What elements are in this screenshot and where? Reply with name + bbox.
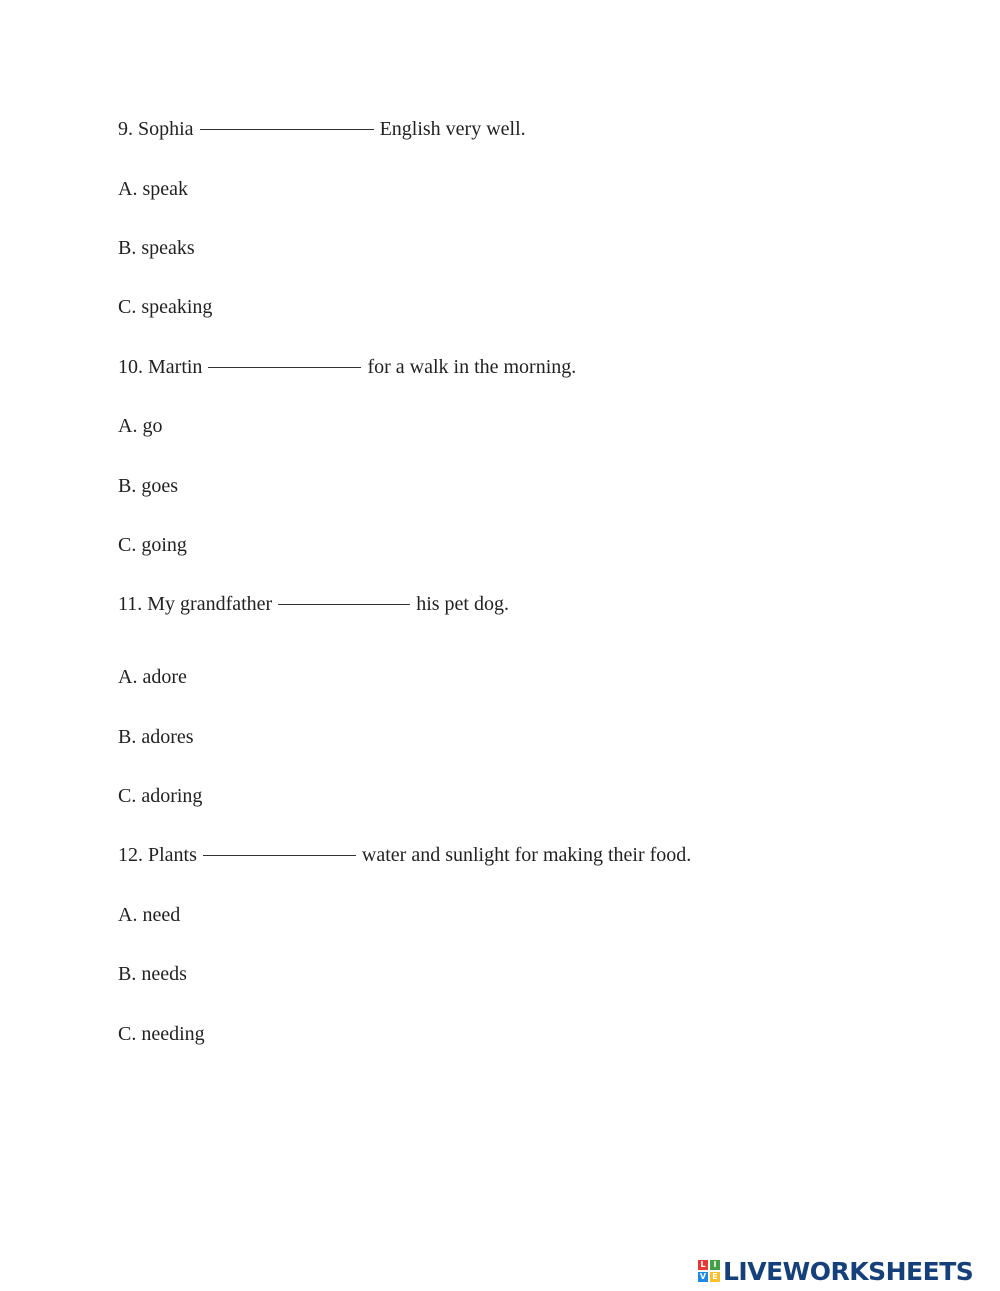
brand-name: LIVEWORKSHEETS	[723, 1256, 974, 1286]
question-number: 9.	[118, 118, 133, 140]
question-11	[118, 592, 509, 616]
answer-blank[interactable]	[278, 604, 410, 605]
logo-block: I	[710, 1260, 720, 1270]
question-12	[118, 843, 691, 867]
logo-block: L	[698, 1260, 708, 1270]
question-subject: My grandfather	[147, 593, 273, 615]
logo-blocks-icon	[698, 1260, 720, 1282]
question-subject: Martin	[148, 356, 203, 378]
question-rest: water and sunlight for making their food.	[361, 844, 692, 866]
question-rest: English very well.	[379, 118, 526, 140]
answer-blank[interactable]	[203, 855, 356, 856]
question-10	[118, 355, 576, 379]
option-c[interactable]: C. speaking	[118, 296, 213, 318]
answer-blank[interactable]	[208, 367, 361, 368]
question-rest: his pet dog.	[416, 593, 509, 615]
option-a[interactable]: A. speak	[118, 178, 188, 200]
question-number: 11.	[118, 593, 143, 615]
answer-blank[interactable]	[200, 129, 374, 130]
question-subject: Sophia	[138, 118, 194, 140]
logo-block: V	[699, 1272, 707, 1281]
option-b[interactable]: B. adores	[118, 726, 194, 748]
option-a[interactable]: A. need	[118, 904, 181, 926]
liveworksheets-logo	[698, 1256, 973, 1286]
question-rest: for a walk in the morning.	[367, 356, 577, 378]
option-b[interactable]: B. speaks	[118, 237, 195, 259]
question-subject: Plants	[148, 844, 197, 866]
option-c[interactable]: C. going	[118, 534, 187, 556]
logo-block: E	[710, 1272, 720, 1282]
option-b[interactable]: B. goes	[118, 475, 178, 497]
option-a[interactable]: A. go	[118, 415, 163, 437]
option-b[interactable]: B. needs	[118, 963, 187, 985]
option-a[interactable]: A. adore	[118, 666, 187, 688]
question-9	[118, 117, 526, 141]
question-number: 12.	[118, 844, 143, 866]
option-c[interactable]: C. needing	[118, 1023, 205, 1045]
option-c[interactable]: C. adoring	[118, 785, 203, 807]
question-number: 10.	[118, 356, 143, 378]
